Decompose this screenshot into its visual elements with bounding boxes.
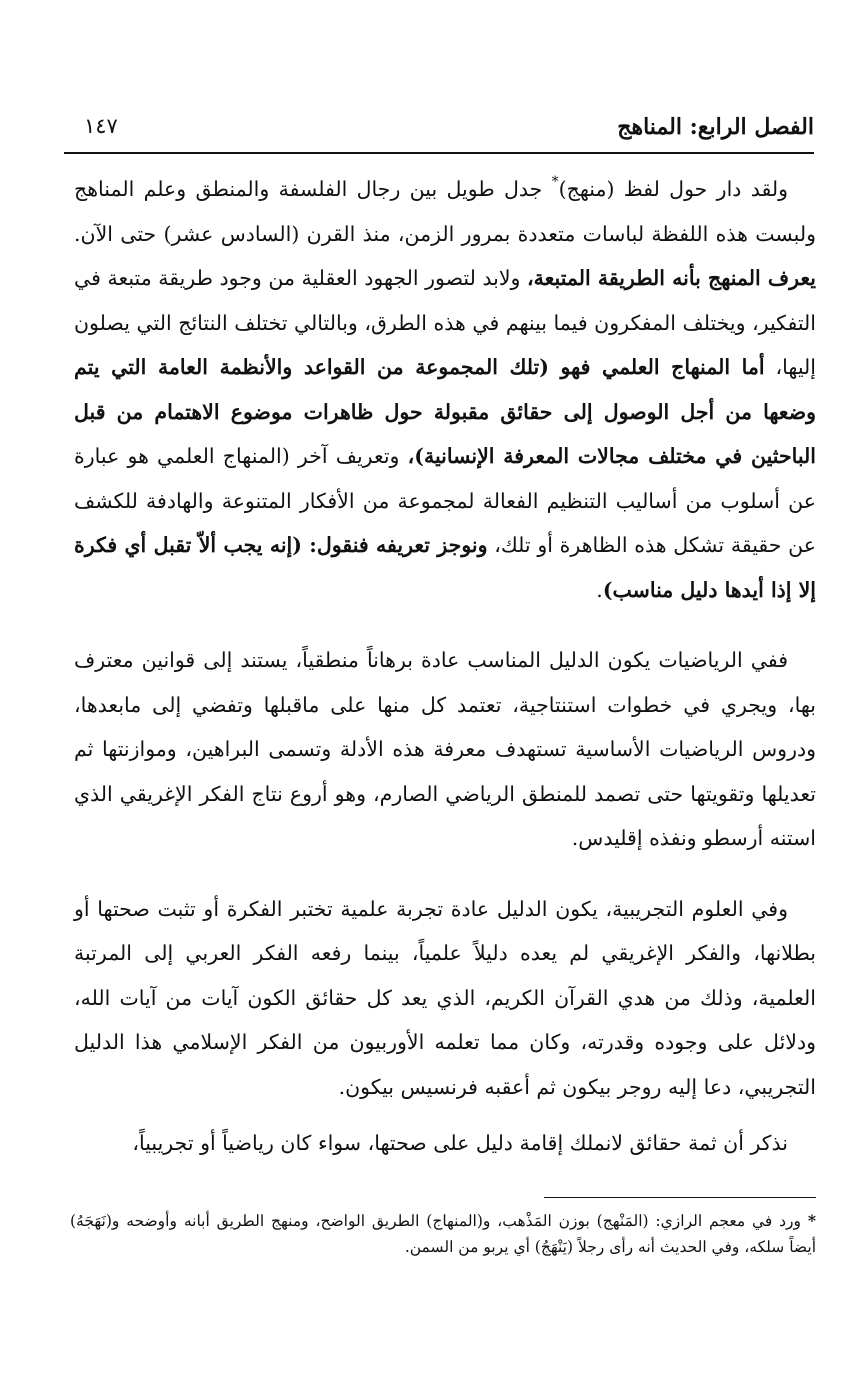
- footnote-marker: *: [807, 1211, 816, 1230]
- footnote-text: ورد في معجم الرازي: (المَنْهج) بوزن المَذْهب، و(المنهاج) الطريق الواضح، ومنهج الطريق أبانه وأوضحه و(نَهَجَهُ) أيضاً سلكه، وفي الحديث أنه رأى رجلاً (يَنْهَجُ) أي يربو من السمن.: [70, 1212, 816, 1256]
- running-header: [64, 112, 814, 154]
- bold-text-run: أما المنهاج العلمي فهو (تلك المجموعة من القواعد والأنظمة العامة التي يتم وضعها من أجل الوصول إلى حقائق مقبولة حول ظاهرات موضوع الاهتمام من قبل الباحثين في مختلف مجالات المعرفة الإنسانية)،: [74, 355, 816, 468]
- bold-text-run: ونوجز تعريفه فنقول: (إنه يجب ألاّ تقبل أي فكرة إلا إذا أيدها دليل مناسب): [74, 533, 816, 602]
- footnote-separator: [544, 1197, 816, 1198]
- bold-text-run: يعرف المنهج بأنه الطريقة المتبعة،: [527, 266, 817, 290]
- paragraph-mathematics: ففي الرياضيات يكون الدليل المناسب عادة برهاناً منطقياً، يستند إلى قوانين معترف بها، ويجري في خطوات استنتاجية، تعتمد كل منها على ماقبلها وتفضي إلى مابعدها، ودروس الرياضيات الأساسية تستهدف معرفة هذه الأدلة وتسمى البراهين، وموازنتها ثم تعديلها وتقويتها حتى تصمد للمنطق الرياضي الصارم، وهو أروع نتاج الفكر الإغريقي الذي استنه أرسطو ونفذه إقليدس.: [74, 648, 816, 850]
- footnote-marker: *: [551, 174, 559, 190]
- text-run: ولابد لتصور الجهود العقلية من وجود طريقة متبعة في التفكير، ويختلف المفكرون فيما بينهم في هذه الطرق، وبالتالي تختلف النتائج التي يصلون إليها،: [74, 266, 816, 379]
- page-number: ١٤٧: [84, 114, 118, 138]
- text-run: ولقد دار حول لفظ (منهج): [558, 177, 788, 201]
- paragraph-experimental-sciences: وفي العلوم التجريبية، يكون الدليل عادة تجربة علمية تختبر الفكرة أو تثبت صحتها أو بطلانها، والفكر الإغريقي لم يعده دليلاً علمياً، بينما رفعه الفكر العربي إلى المرتبة العلمية، وذلك من هدي القرآن الكريم، الذي يعد كل حقائق الكون آيات من آيات الله، ودلائل على وجوده وقدرته، وكان مما تعلمه الأوربيون من الفكر الإسلامي هذا الدليل التجريبي، دعا إليه روجر بيكون ثم أعقبه فرنسيس بيكون.: [74, 896, 816, 1099]
- text-run: .: [596, 577, 603, 602]
- paragraph-definition: [74, 160, 816, 612]
- paragraph-facts: نذكر أن ثمة حقائق لانملك إقامة دليل على صحتها، سواء كان رياضياً أو تجريبياً،: [132, 1131, 788, 1155]
- chapter-title: الفصل الرابع: المناهج: [617, 114, 814, 140]
- body-text: [74, 160, 816, 1166]
- text-run: جدل طويل بين رجال الفلسفة والمنطق وعلم المناهج ولبست هذه اللفظة لباسات متعددة بمرور الزمن، منذ القرن (السادس عشر) حتى الآن.: [74, 177, 816, 246]
- text-run: وتعريف آخر (المنهاج العلمي هو عبارة عن أسلوب من أساليب التنظيم الفعالة لمجموعة من الأفكار المتنوعة والهادفة للكشف عن حقيقة تشكل هذه الظاهرة أو تلك،: [74, 444, 816, 557]
- footnote: [70, 1208, 816, 1260]
